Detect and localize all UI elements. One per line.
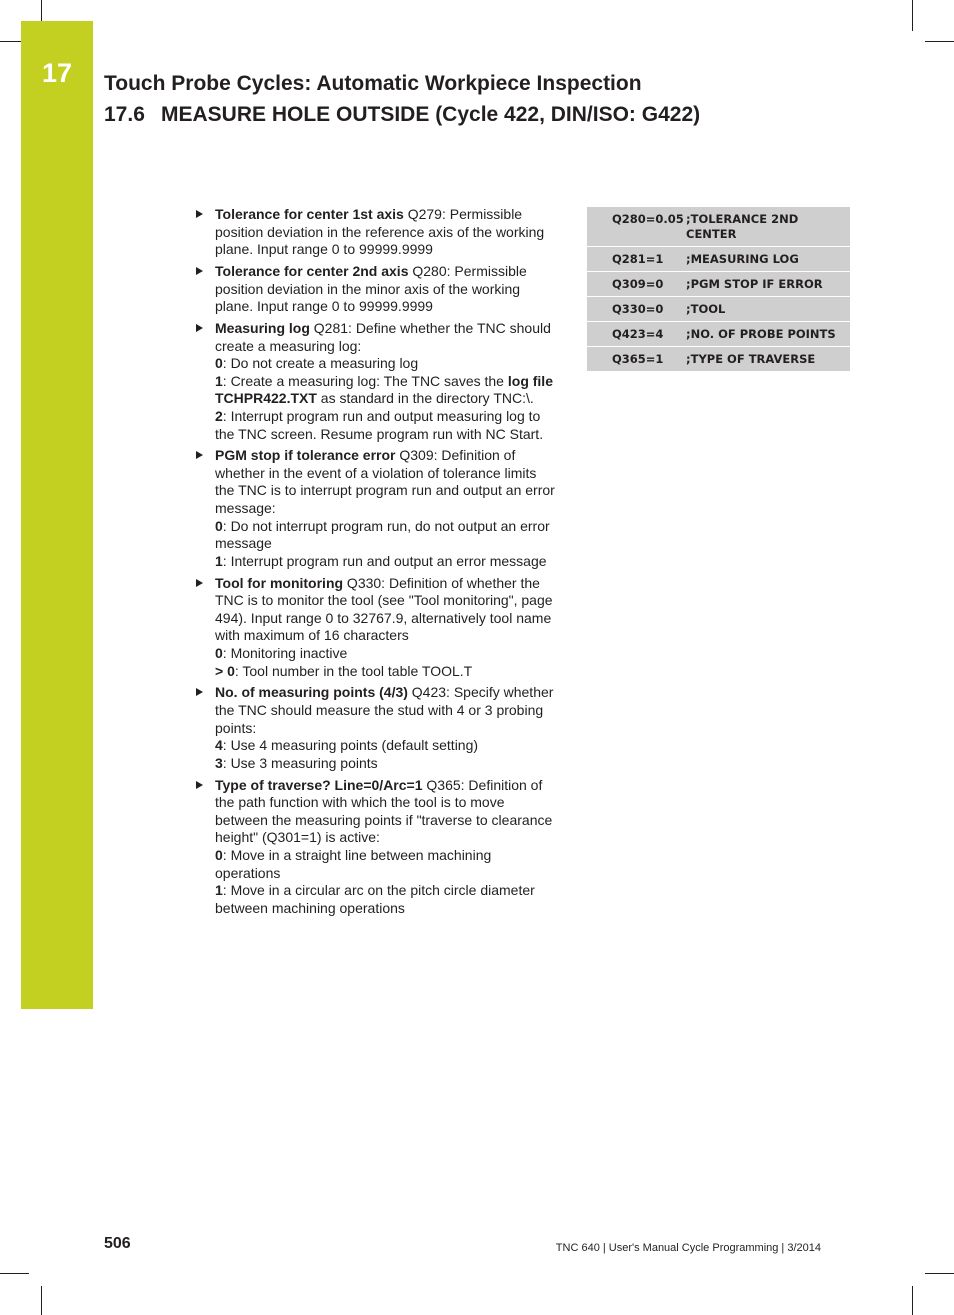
list-item [196, 447, 558, 570]
option-text: as standard in the directory TNC:\. [316, 390, 534, 407]
param-name: Measuring log [215, 319, 310, 336]
param-code: Q330=0 [612, 302, 664, 316]
param-text: Q281: Define whether the TNC should create a measuring log: [215, 319, 551, 354]
triangle-bullet-icon [196, 267, 203, 275]
param-comment: ;NO. OF PROBE POINTS [686, 327, 836, 341]
option-text: : Interrupt program run and output an error message [222, 552, 547, 569]
list-item [196, 263, 558, 316]
list-item [196, 575, 558, 681]
option-line [215, 408, 558, 443]
option-line [215, 373, 558, 408]
chapter-sidebar [21, 21, 93, 1009]
param-text: Q309: Definition of whether in the event of a violation of tolerance limits the TNC is to interrupt program run and output an error message: [215, 447, 555, 517]
param-code: Q281=1 [612, 252, 664, 266]
option-line [215, 518, 558, 553]
list-item [196, 684, 558, 772]
option-line [215, 553, 558, 571]
option-key: 3 [215, 754, 223, 771]
crop-mark [925, 41, 954, 42]
triangle-bullet-icon [196, 688, 203, 696]
table-row [587, 247, 850, 272]
param-name: PGM stop if tolerance error [215, 447, 396, 464]
param-code: Q309=0 [612, 277, 664, 291]
footer-text: TNC 640 | User's Manual Cycle Programming | 3/2014 [555, 1242, 821, 1254]
param-text: Q280: Permissible position deviation in the minor axis of the working plane. Input range 0 to 99999.9999 [215, 262, 527, 315]
crop-mark [912, 0, 913, 31]
option-key: 1 [215, 882, 223, 899]
param-text: Q279: Permissible position deviation in the reference axis of the working plane. Input range 0 to 99999.9999 [215, 206, 545, 258]
param-name: Tool for monitoring [215, 574, 344, 591]
table-row [587, 322, 850, 347]
param-text: Q423: Specify whether the TNC should measure the stud with 4 or 3 probing points: [215, 684, 554, 736]
log-file-name: log file TCHPR422.TXT [215, 372, 553, 407]
option-text: : Use 4 measuring points (default setting) [222, 737, 479, 754]
option-line [215, 645, 558, 663]
table-row [587, 347, 850, 372]
option-text: : Interrupt program run and output measuring log to the TNC screen. Resume program run with NC Start. [215, 407, 544, 442]
option-line [215, 882, 558, 917]
param-code: Q423=4 [612, 327, 664, 341]
option-key: 0 [215, 355, 223, 372]
triangle-bullet-icon [196, 324, 203, 332]
param-text: Q330: Definition of whether the TNC is to monitor the tool (see "Tool monitoring", page 494). Input range 0 to 32767.9, alternatively tool name with maximum of 16 characters [215, 574, 553, 644]
option-key: 0 [215, 645, 223, 661]
parameter-list [196, 206, 558, 921]
param-text: Q365: Definition of the path function with which the tool is to move between the measuring points if "traverse to clearance height" (Q301=1) is active: [215, 776, 553, 846]
option-key: 4 [215, 737, 223, 754]
crop-mark [41, 1286, 42, 1315]
triangle-bullet-icon [196, 451, 203, 459]
option-line [215, 737, 558, 755]
crop-mark [0, 1273, 29, 1274]
param-comment: ;TYPE OF TRAVERSE [686, 352, 816, 366]
crop-mark [41, 0, 42, 21]
option-key: > 0 [215, 662, 235, 679]
option-text: : Do not interrupt program run, do not output an error message [215, 517, 550, 552]
option-key: 1 [215, 552, 223, 569]
option-text: : Move in a straight line between machining operations [215, 846, 492, 881]
triangle-bullet-icon [196, 210, 203, 218]
crop-mark [925, 1273, 954, 1274]
option-text: : Use 3 measuring points [222, 754, 378, 771]
option-text: : Do not create a measuring log [222, 355, 419, 372]
param-name: Tolerance for center 2nd axis [215, 262, 409, 279]
option-line [215, 847, 558, 882]
option-key: 1 [215, 372, 223, 389]
page-number: 506 [104, 1235, 131, 1252]
option-line [215, 663, 558, 681]
param-name: No. of measuring points (4/3) [215, 684, 408, 701]
param-name: Tolerance for center 1st axis [215, 206, 404, 222]
option-text: : Tool number in the tool table TOOL.T [234, 662, 473, 679]
list-item [196, 320, 558, 443]
section-heading [104, 103, 700, 127]
table-row [587, 297, 850, 322]
param-comment: ;MEASURING LOG [686, 252, 799, 266]
list-item [196, 777, 558, 918]
option-text: : Move in a circular arc on the pitch circle diameter between machining operations [215, 882, 535, 916]
param-comment: ;TOOL [686, 302, 726, 316]
chapter-number: 17 [41, 58, 73, 88]
section-number: 17.6 [104, 103, 145, 126]
table-row [587, 207, 850, 247]
crop-mark [0, 41, 21, 42]
option-text: : Monitoring inactive [222, 645, 348, 661]
triangle-bullet-icon [196, 579, 203, 587]
option-key: 2 [215, 407, 223, 424]
section-title: MEASURE HOLE OUTSIDE (Cycle 422, DIN/ISO: G422) [161, 103, 701, 126]
option-key: 0 [215, 517, 223, 534]
option-line [215, 755, 558, 773]
option-key: 0 [215, 846, 223, 863]
table-row [587, 272, 850, 297]
triangle-bullet-icon [196, 781, 203, 789]
list-item [196, 206, 558, 259]
chapter-title: Touch Probe Cycles: Automatic Workpiece Inspection [104, 72, 642, 95]
param-code: Q280=0.05 [612, 212, 684, 226]
param-comment: ;PGM STOP IF ERROR [686, 277, 823, 291]
param-comment: ;TOLERANCE 2ND CENTER [686, 212, 799, 241]
crop-mark [912, 1286, 913, 1315]
param-code: Q365=1 [612, 352, 664, 366]
option-text: : Create a measuring log: The TNC saves the [222, 372, 508, 389]
option-line [215, 355, 558, 373]
param-name: Type of traverse? Line=0/Arc=1 [215, 776, 423, 793]
nc-parameter-table [587, 207, 850, 372]
